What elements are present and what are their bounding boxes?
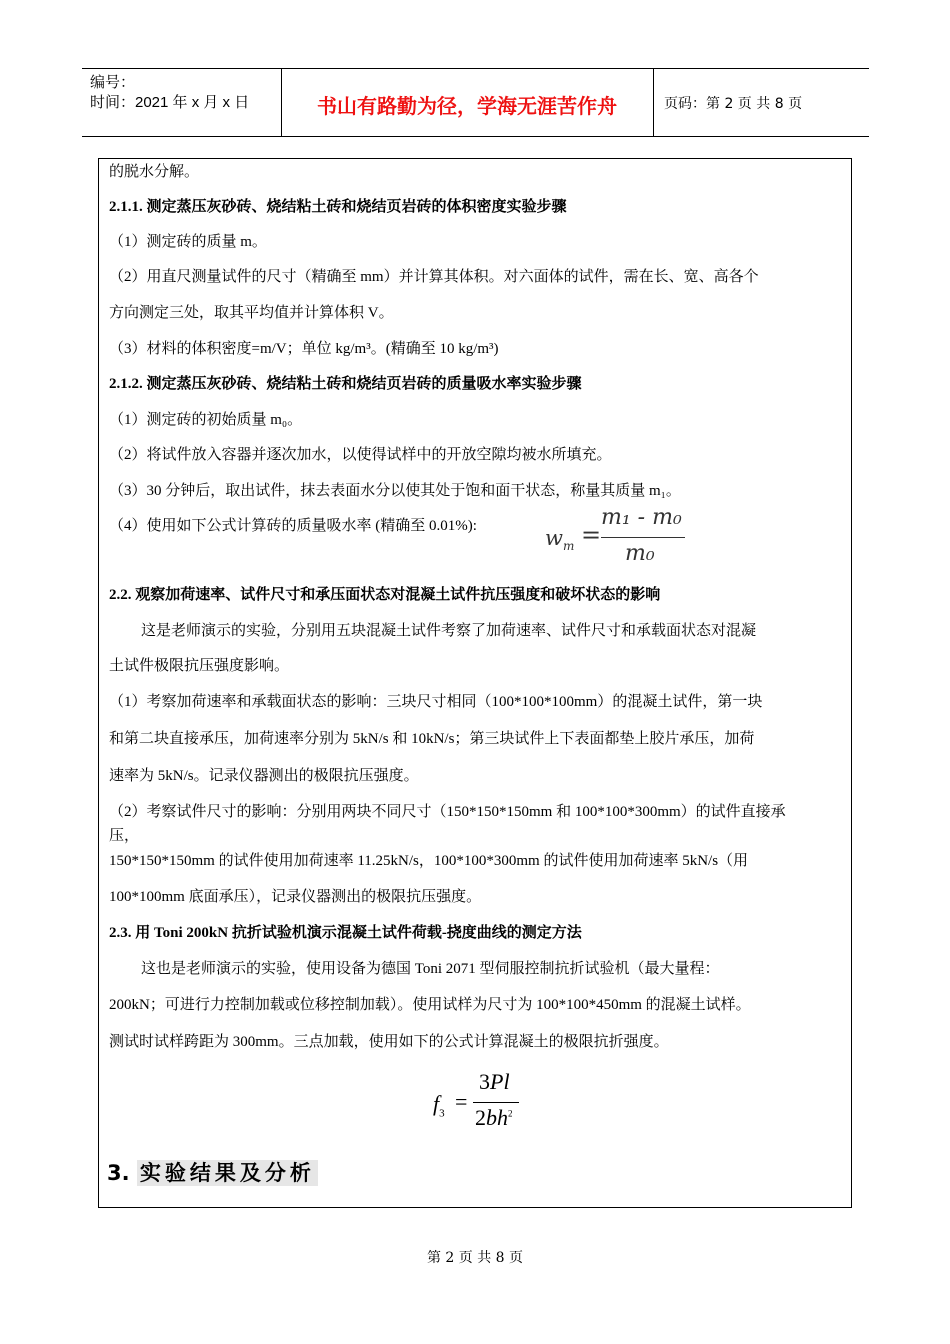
text-line: （1）测定砖的质量 m。 — [109, 234, 267, 250]
time-label: 时间：2021 年 x 月 x 日 — [90, 94, 250, 111]
formula-equals: = — [581, 521, 602, 549]
page-label: 页码：第 2 页 共 8 页 — [664, 96, 803, 112]
text-line: 方向测定三处，取其平均值并计算体积 V。 — [109, 305, 394, 321]
text-line: 和第二块直接承压，加荷速率分别为 5kN/s 和 10kN/s；第三块试件上下表面都垫上胶片承压，加荷 — [109, 731, 755, 747]
header-meta-cell — [82, 69, 282, 136]
section-heading-2-1-2: 2.1.2. 测定蒸压灰砂砖、烧结粘土砖和烧结页岩砖的质量吸水率实验步骤 — [109, 376, 582, 392]
page-header — [82, 68, 869, 137]
text-line: （4）使用如下公式计算砖的质量吸水率 (精确至 0.01%): — [109, 518, 477, 534]
text-line: 的脱水分解。 — [109, 164, 200, 180]
text-line: （2）将试件放入容器并逐次加水，以使得试样中的开放空隙均被水所填充。 — [109, 447, 612, 463]
content-box — [98, 158, 852, 1208]
text-line: 200kN；可进行力控制加载或位移控制加载）。使用试样为尺寸为 100*100*450mm 的混凝土试样。 — [109, 997, 751, 1013]
text-line: （2）用直尺测量试件的尺寸（精确至 mm）并计算其体积。对六面体的试件，需在长、宽、高各个 — [109, 269, 759, 285]
section-heading-3: 3. 实验结果及分析 — [107, 1157, 318, 1187]
text-line: （1）考察加荷速率和承载面状态的影响：三块尺寸相同（100*100*100mm）的混凝土试件，第一块 — [109, 694, 763, 710]
text-line: 速率为 5kN/s。记录仪器测出的极限抗压强度。 — [109, 768, 419, 784]
text-line: （1）测定砖的初始质量 m₀。 — [109, 412, 303, 428]
text-line: （3）30 分钟后，取出试件，抹去表面水分以使其处于饱和面干状态，称量其质量 m₁。 — [109, 483, 681, 499]
fraction-bar — [601, 537, 685, 538]
text-line: 测试时试样跨距为 300mm。三点加载，使用如下的公式计算混凝土的极限抗折强度。 — [109, 1034, 669, 1050]
text-line: 100*100mm 底面承压），记录仪器测出的极限抗压强度。 — [109, 889, 482, 905]
formula-numerator: m₁ - m₀ — [601, 505, 682, 530]
formula-denominator: m₀ — [625, 541, 655, 566]
formula-equals: = — [455, 1089, 468, 1114]
text-line: 土试件极限抗压强度影响。 — [109, 658, 290, 674]
formula-lhs: $f_3$ — [433, 1091, 445, 1120]
page-footer: 第 2 页 共 8 页 — [426, 1250, 524, 1266]
text-line: 这是老师演示的实验，分别用五块混凝土试件考察了加荷速率、试件尺寸和承载面状态对混凝 — [141, 623, 757, 639]
text-line: （3）材料的体积密度=m/V；单位 kg/m³。(精确至 10 kg/m³) — [109, 341, 499, 357]
formula-denominator: $2bh^2$ — [475, 1105, 513, 1130]
section-heading-2-2: 2.2. 观察加荷速率、试件尺寸和承压面状态对混凝土试件抗压强度和破坏状态的影响 — [109, 587, 661, 603]
formula-lhs: $w_m$ — [545, 526, 575, 554]
header-page-cell — [654, 69, 869, 136]
header-motto-cell — [281, 69, 654, 136]
text-line: （2）考察试件尺寸的影响：分别用两块不同尺寸（150*150*150mm 和 100*100*300mm）的试件直接承 — [109, 804, 786, 820]
section-heading-2-1-1: 2.1.1. 测定蒸压灰砂砖、烧结粘土砖和烧结页岩砖的体积密度实验步骤 — [109, 199, 567, 215]
motto: 书山有路勤为径，学海无涯苦作舟 — [317, 94, 617, 118]
fraction-bar — [473, 1102, 519, 1103]
section-heading-2-3: 2.3. 用 Toni 200kN 抗折试验机演示混凝土试件荷载-挠度曲线的测定方法 — [109, 925, 582, 941]
formula-numerator: 3Pl — [479, 1069, 510, 1094]
text-line: 150*150*150mm 的试件使用加荷速率 11.25kN/s，100*100*300mm 的试件使用加荷速率 5kN/s（用 — [109, 853, 749, 869]
text-line: 这也是老师演示的实验，使用设备为德国 Toni 2071 型伺服控制抗折试验机（最大量程： — [141, 961, 720, 977]
number-label: 编号： — [90, 74, 136, 91]
text-line: 压， — [109, 828, 140, 844]
